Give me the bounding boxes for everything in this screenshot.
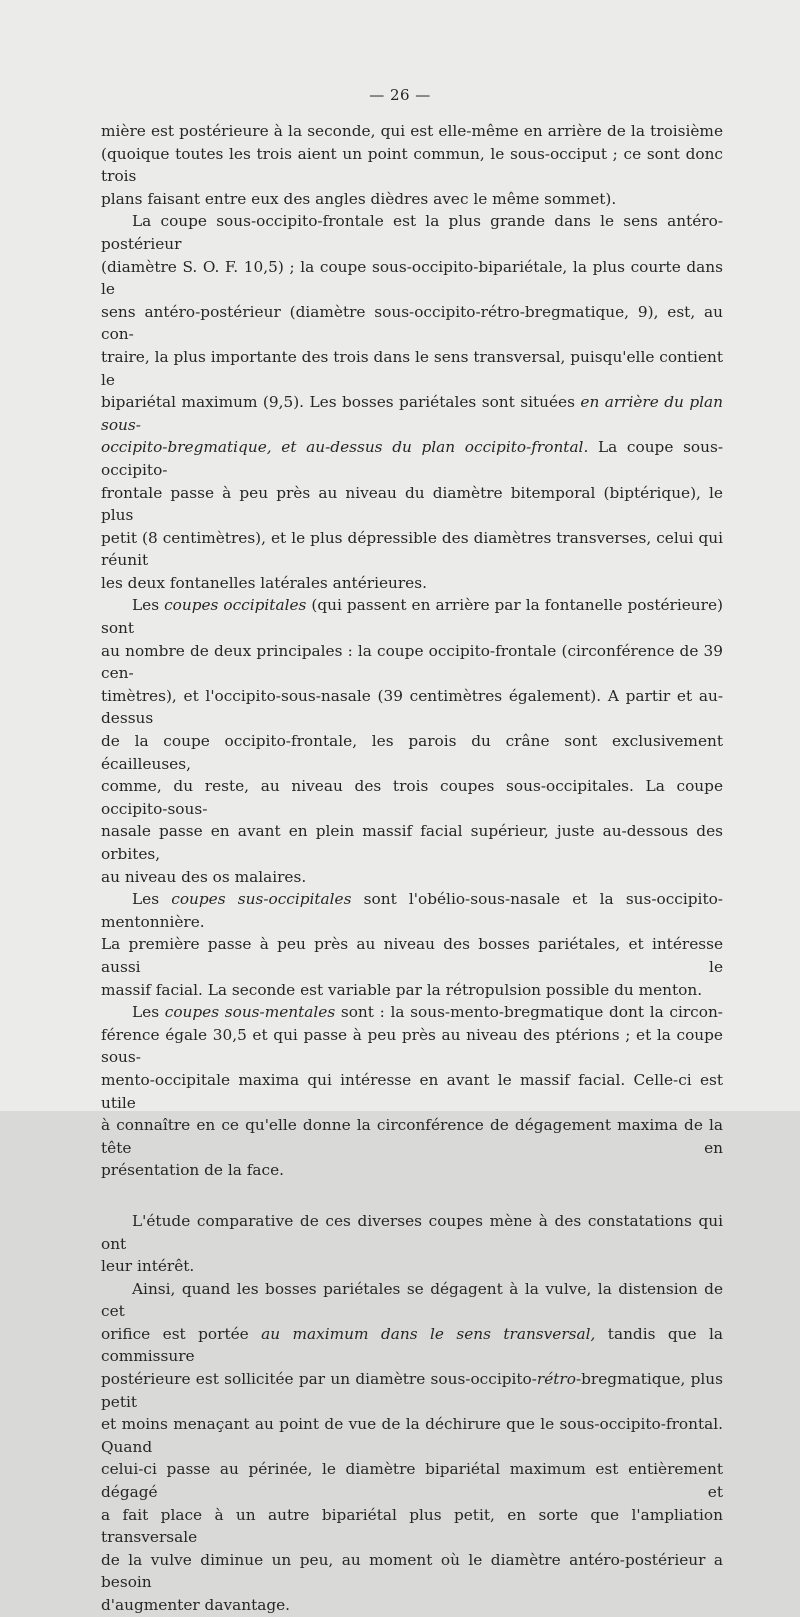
text-line: La coupe sous-occipito-frontale est la plus grande dans le sens antéro-postérieur [101, 212, 723, 253]
text-line: férence égale 30,5 et qui passe à peu près au niveau des ptérions ; et la coupe sous- [101, 1025, 723, 1067]
text-line: de la vulve diminue un peu, au moment où le diamètre antéro-postérieur a besoin [101, 1550, 723, 1592]
paragraph-6 [101, 1210, 723, 1278]
text-line: frontale passe à peu près au niveau du diamètre bitemporal (biptérique), le plus [101, 483, 723, 525]
text-line: plans faisant entre eux des angles dièdres avec le même sommet). [101, 189, 617, 208]
text-line [101, 1368, 723, 1413]
text-line [101, 1001, 723, 1024]
text-line: les deux fontanelles latérales antérieures. [101, 573, 427, 592]
text-line [101, 391, 723, 436]
text-run: (qui passent en arrière par la fontanelle postérieure) sont [101, 596, 723, 638]
text-run: bipariétal maximum (9,5). Les bosses pariétales sont situées [101, 393, 581, 412]
italic-run: au maximum dans le sens transversal, [261, 1324, 596, 1343]
page-number: — 26 — [369, 86, 431, 104]
text-line: et moins menaçant au point de vue de la déchirure que le sous-occipito-frontal. Quand [101, 1415, 723, 1456]
text-line: nasale passe en avant en plein massif facial supérieur, juste au-dessous des orbites, [101, 822, 723, 863]
italic-run: coupes sus-occipitales [171, 890, 352, 909]
text-line: L'étude comparative de ces diverses coupes mène à des constatations qui ont [101, 1211, 723, 1253]
body-text [101, 120, 723, 1617]
text-run: Les [132, 596, 165, 615]
paragraph-5 [101, 1001, 723, 1182]
text-line [101, 594, 723, 639]
text-run: sont : la sous-mento-bregmatique dont la circon- [335, 1003, 723, 1022]
text-run: Les [132, 1003, 165, 1022]
text-line: La première passe à peu près au niveau des bosses pariétales, et intéresse aussi le [101, 935, 723, 976]
text-run: orifice est portée [101, 1324, 262, 1343]
text-line [101, 436, 723, 481]
text-line: celui-ci passe au périnée, le diamètre bipariétal maximum est entièrement dégagé et [101, 1460, 723, 1502]
text-line: mière est postérieure à la seconde, qui est elle-même en arrière de la troisième [101, 122, 723, 140]
text-run: postérieure est sollicitée par un diamètre sous-occipito- [101, 1370, 537, 1389]
paragraph-1 [101, 120, 723, 210]
paragraph-2 [101, 210, 723, 594]
text-line: d'augmenter davantage. [101, 1596, 291, 1614]
text-line [101, 1323, 723, 1368]
text-run: Les [132, 890, 172, 909]
section-gap [101, 1182, 723, 1210]
text-line: sens antéro-postérieur (diamètre sous-occipito-rétro-bregmatique, 9), est, au con- [101, 302, 723, 344]
italic-run: occipito-bregmatique, et au-dessus du plan occipito-frontal. [101, 438, 589, 457]
text-line: présentation de la face. [101, 1161, 284, 1180]
text-line: de la coupe occipito-frontale, les parois du crâne sont exclusivement écailleuses, [101, 732, 723, 773]
text-line: (quoique toutes les trois aient un point commun, le sous-occiput ; ce sont donc trois [101, 144, 723, 186]
text-line: a fait place à un autre bipariétal plus petit, en sorte que l'ampliation transversale [101, 1505, 723, 1547]
text-line: timètres), et l'occipito-sous-nasale (39 centimètres également). A partir et au-dessus [101, 686, 723, 728]
paragraph-7 [101, 1278, 723, 1617]
text-line: Ainsi, quand les bosses pariétales se dégagent à la vulve, la distension de cet [101, 1279, 723, 1321]
italic-run: rétro [536, 1370, 576, 1389]
paragraph-3 [101, 594, 723, 888]
text-line: (diamètre S. O. F. 10,5) ; la coupe sous-occipito-bipariétale, la plus courte dans le [101, 257, 723, 299]
italic-run: coupes sous-mentales [164, 1003, 336, 1022]
paragraph-4 [101, 888, 723, 1001]
italic-run: en arrière du plan sous- [101, 393, 723, 434]
text-line: au nombre de deux principales : la coupe occipito-frontale (circonférence de 39 cen- [101, 641, 723, 683]
text-line: leur intérêt. [101, 1257, 195, 1276]
text-line: à connaître en ce qu'elle donne la circonférence de dégagement maxima de la tête en [101, 1116, 723, 1157]
text-line [101, 888, 723, 933]
text-line: petit (8 centimètres), et le plus dépressible des diamètres transverses, celui qui réunit [101, 528, 723, 570]
text-line: au niveau des os malaires. [101, 867, 307, 886]
text-run: -bregmatique, plus petit [101, 1370, 723, 1411]
text-run: La coupe sous-occipito- [101, 438, 723, 479]
text-line: comme, du reste, au niveau des trois coupes sous-occipitales. La coupe occipito-sous- [101, 777, 723, 818]
italic-run: coupes occipitales [164, 596, 307, 615]
text-line: massif facial. La seconde est variable par la rétropulsion possible du menton. [101, 980, 703, 999]
text-line: mento-occipitale maxima qui intéresse en avant le massif facial. Celle-ci est utile [101, 1070, 723, 1112]
text-run: sont l'obélio-sous-nasale et la sus-occipito-mentonnière. [101, 890, 723, 931]
text-line: traire, la plus importante des trois dans le sens transversal, puisqu'elle contient le [101, 347, 723, 389]
text-run: tandis que la commissure [101, 1324, 724, 1366]
